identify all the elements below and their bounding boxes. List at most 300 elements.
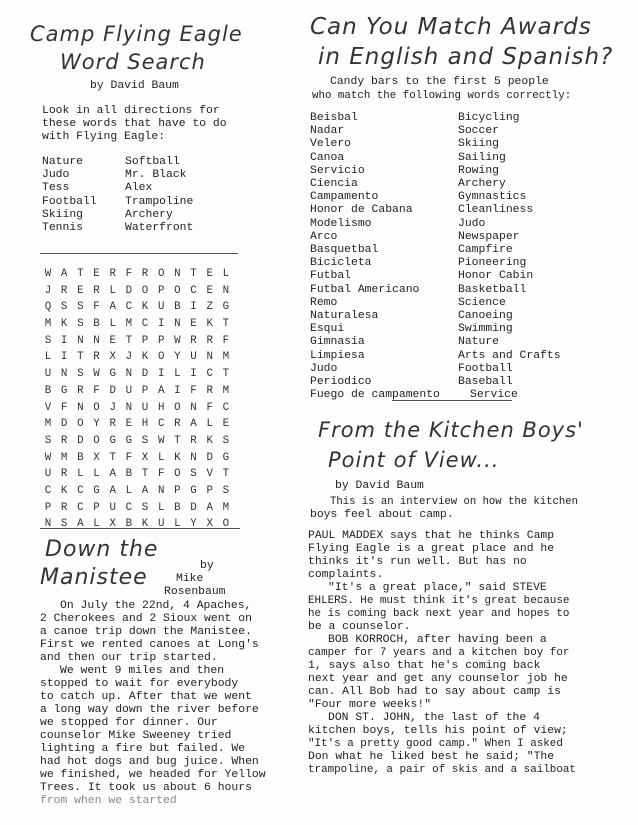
grid-letter: X xyxy=(141,451,149,464)
grid-letter: T xyxy=(174,434,181,447)
awards-intro-line1: Candy bars to the first 5 people xyxy=(330,76,549,88)
awards-english-list xyxy=(458,112,561,402)
grid-letter: W xyxy=(157,434,165,447)
grid-row xyxy=(42,435,232,452)
kitchen-title-line1: From the Kitchen Boys' xyxy=(318,418,584,442)
english-term: Canoeing xyxy=(458,310,513,323)
grid-letter: W xyxy=(93,368,100,381)
grid-letter: S xyxy=(190,468,197,481)
word-item: Archery xyxy=(125,208,173,221)
grid-letter: S xyxy=(60,301,68,314)
spanish-term: Gimnasia xyxy=(310,336,365,349)
grid-letter: M xyxy=(44,418,52,431)
article-line: he is coming back next year and hopes to xyxy=(308,608,570,620)
awards-title-line2: in English and Spanish? xyxy=(318,44,614,70)
grid-letter: C xyxy=(125,501,133,514)
spanish-term: Campamento xyxy=(310,191,379,204)
grid-letter: G xyxy=(109,434,116,447)
english-term: Campfire xyxy=(458,244,513,257)
grid-letter: J xyxy=(125,351,133,364)
grid-letter: R xyxy=(190,334,197,347)
grid-letter: I xyxy=(157,368,165,381)
grid-letter: E xyxy=(93,268,100,280)
english-term: Football xyxy=(458,362,513,375)
word-search-byline: by David Baum xyxy=(90,80,179,92)
article-line: Flying Eagle is a great place and he xyxy=(308,543,555,555)
grid-letter: F xyxy=(206,401,213,414)
article-line: we finished, we headed for Yellow xyxy=(40,769,266,781)
grid-row xyxy=(42,368,232,385)
grid-letter: D xyxy=(206,451,213,464)
grid-letter: I xyxy=(60,351,68,364)
grid-letter: B xyxy=(174,501,181,514)
grid-letter: G xyxy=(109,368,116,381)
spanish-term: Servicio xyxy=(310,164,365,177)
grid-letter: C xyxy=(157,418,165,431)
grid-letter: L xyxy=(93,518,100,531)
grid-letter: X xyxy=(109,351,116,364)
grid-row xyxy=(42,268,232,285)
manistee-author-last: Rosenbaum xyxy=(164,586,226,598)
article-line: we stopped for dinner. Our xyxy=(40,717,218,729)
grid-letter: C xyxy=(190,284,197,297)
grid-row xyxy=(42,418,232,435)
grid-letter: X xyxy=(109,518,116,531)
grid-letter: P xyxy=(157,334,165,347)
awards-intro-line2: who match the following words correctly: xyxy=(312,90,572,102)
grid-letter: N xyxy=(125,401,133,414)
article-line: lighting a fire but failed. We xyxy=(40,743,246,755)
grid-letter: F xyxy=(93,301,100,314)
english-term: Science xyxy=(458,296,506,309)
kitchen-intro-line2: boys feel about camp. xyxy=(310,509,454,521)
grid-letter: I xyxy=(157,318,165,331)
grid-row xyxy=(42,452,232,469)
spanish-term: Velero xyxy=(310,138,352,151)
grid-letter: L xyxy=(222,268,230,280)
word-item: Softball xyxy=(125,156,180,168)
grid-letter: T xyxy=(222,368,230,381)
grid-letter: E xyxy=(206,268,213,280)
article-line: trampoline, a pair of skis and a sailboat xyxy=(308,764,576,776)
spanish-term: Ciencia xyxy=(310,178,358,191)
grid-letter: A xyxy=(60,268,68,280)
manistee-author-first: Mike xyxy=(176,573,204,585)
grid-letter: K xyxy=(174,451,181,464)
grid-row xyxy=(42,485,232,502)
word-item: Waterfront xyxy=(125,222,194,235)
grid-letter: U xyxy=(44,468,52,481)
english-term: Baseball xyxy=(458,376,513,389)
grid-letter: L xyxy=(109,284,116,297)
grid-letter: H xyxy=(157,401,165,414)
english-term: Archery xyxy=(458,178,506,191)
english-term: Service xyxy=(470,389,518,402)
grid-row xyxy=(42,285,232,302)
grid-letter: W xyxy=(44,451,52,464)
article-line: a long way down the river before xyxy=(40,704,259,716)
spanish-term: Beisbal xyxy=(310,112,358,124)
grid-letter: A xyxy=(77,518,84,531)
grid-letter: D xyxy=(125,284,133,297)
grid-letter: L xyxy=(174,368,181,381)
grid-letter: S xyxy=(44,434,52,447)
divider xyxy=(392,400,512,401)
grid-letter: X xyxy=(93,451,100,464)
spanish-term: Honor de Cabana xyxy=(310,204,413,217)
word-item: Nature xyxy=(42,156,84,168)
grid-letter: F xyxy=(222,334,230,347)
grid-letter: M xyxy=(60,451,68,464)
grid-letter: R xyxy=(190,434,197,447)
grid-letter: K xyxy=(60,318,68,331)
article-line: 2 Cherokees and 2 Sioux went on xyxy=(40,613,252,625)
grid-letter: Y xyxy=(174,351,181,364)
grid-letter: M xyxy=(44,318,52,331)
grid-letter: N xyxy=(206,351,213,364)
grid-letter: J xyxy=(109,401,116,414)
spanish-term: Limpiesa xyxy=(310,349,365,362)
word-item: Skiing xyxy=(42,208,84,221)
grid-letter: P xyxy=(93,501,100,514)
grid-letter: R xyxy=(206,334,213,347)
grid-letter: S xyxy=(141,501,149,514)
grid-letter: R xyxy=(109,418,116,431)
grid-letter: D xyxy=(60,418,68,431)
grid-row xyxy=(42,318,232,335)
grid-letter: R xyxy=(93,284,100,297)
grid-row xyxy=(42,351,232,368)
word-search-title-line1: Camp Flying Eagle xyxy=(30,22,243,46)
article-line: thinks it's run well. But has no xyxy=(308,556,527,568)
word-search-intro xyxy=(42,105,227,144)
word-item: Tennis xyxy=(42,222,84,235)
grid-row xyxy=(42,402,232,419)
english-term: Swimming xyxy=(458,323,513,336)
grid-letter: N xyxy=(222,284,230,297)
article-line: had hot dogs and bug juice. When xyxy=(40,756,259,768)
grid-letter: P xyxy=(141,384,149,397)
spanish-term: Canoa xyxy=(310,151,345,164)
grid-letter: G xyxy=(125,434,133,447)
word-item: Judo xyxy=(42,169,70,182)
spanish-term: Modelismo xyxy=(310,217,372,230)
grid-letter: S xyxy=(77,318,84,331)
grid-letter: A xyxy=(109,468,116,481)
grid-letter: D xyxy=(77,434,84,447)
grid-letter: N xyxy=(44,518,52,531)
grid-letter: K xyxy=(141,518,149,531)
grid-letter: L xyxy=(93,468,100,481)
grid-letter: D xyxy=(109,384,116,397)
grid-letter: P xyxy=(157,284,165,297)
grid-letter: S xyxy=(60,518,68,531)
grid-letter: T xyxy=(125,334,133,347)
grid-letter: P xyxy=(44,501,52,514)
grid-letter: C xyxy=(206,368,213,381)
grid-letter: U xyxy=(109,501,116,514)
english-term: Soccer xyxy=(458,125,500,138)
grid-letter: A xyxy=(109,301,116,314)
grid-letter: C xyxy=(222,401,230,414)
grid-letter: U xyxy=(190,351,197,364)
grid-row xyxy=(42,385,232,402)
article-line: BOB KORROCH, after having been a xyxy=(328,634,547,646)
grid-letter: K xyxy=(206,318,213,331)
spanish-term: Periodico xyxy=(310,376,372,389)
grid-letter: A xyxy=(109,484,116,497)
grid-letter: M xyxy=(222,351,230,364)
grid-letter: B xyxy=(93,318,100,331)
grid-letter: V xyxy=(206,468,213,481)
intro-line: Look in all directions for xyxy=(42,105,220,117)
grid-letter: F xyxy=(157,468,165,481)
spanish-term: Bicicleta xyxy=(310,257,372,270)
grid-letter: T xyxy=(109,451,116,464)
grid-letter: G xyxy=(190,484,197,497)
article-line: kitchen boys, tells his point of view; xyxy=(308,725,568,737)
grid-letter: E xyxy=(190,318,197,331)
article-line: EHLERS. He must think it's great because xyxy=(308,595,570,607)
spanish-term: Arco xyxy=(310,230,338,243)
spanish-term: Basquetbal xyxy=(310,244,379,257)
grid-letter: L xyxy=(157,451,165,464)
grid-letter: B xyxy=(77,451,84,464)
grid-letter: J xyxy=(44,284,52,297)
grid-letter: N xyxy=(77,334,84,347)
article-line: be a counselor. xyxy=(308,621,411,633)
grid-letter: R xyxy=(60,434,68,447)
english-term: Arts and Crafts xyxy=(458,349,561,362)
article-line: a canoe trip down the Manistee. xyxy=(40,626,252,638)
word-search-title-line2: Word Search xyxy=(60,50,206,74)
manistee-title-line2: Manistee xyxy=(40,565,148,590)
article-line: On July the 22nd, 4 Apaches, xyxy=(60,600,252,612)
grid-letter: Y xyxy=(93,418,100,431)
grid-letter: R xyxy=(60,284,68,297)
grid-letter: T xyxy=(77,351,84,364)
english-term: Judo xyxy=(458,217,486,230)
grid-letter: L xyxy=(44,351,52,364)
article-line: Trees. It took us about 6 hours xyxy=(40,782,252,794)
grid-letter: K xyxy=(141,301,149,314)
grid-letter: B xyxy=(125,518,133,531)
spanish-term: Esqui xyxy=(310,323,345,336)
english-term: Basketball xyxy=(458,283,527,296)
grid-letter: O xyxy=(77,418,84,431)
article-line: Don what he liked best he said; "The xyxy=(308,751,555,763)
grid-letter: N xyxy=(190,401,197,414)
grid-row xyxy=(42,335,232,352)
grid-letter: R xyxy=(206,384,213,397)
grid-row xyxy=(42,518,232,535)
word-list-col1 xyxy=(42,156,97,235)
grid-letter: K xyxy=(60,484,68,497)
grid-letter: N xyxy=(190,451,197,464)
word-item: Mr. Black xyxy=(125,169,187,182)
spanish-term: Fuego de campamento xyxy=(310,389,440,402)
article-line: next year and get any counselor job he xyxy=(308,673,568,685)
article-line: camper for 7 years and a kitchen boy for xyxy=(308,647,570,659)
grid-letter: C xyxy=(77,484,84,497)
english-term: Pioneering xyxy=(458,257,527,270)
grid-letter: T xyxy=(190,268,197,280)
grid-letter: N xyxy=(77,401,84,414)
grid-letter: K xyxy=(141,351,149,364)
grid-letter: U xyxy=(157,301,165,314)
grid-letter: O xyxy=(141,284,149,297)
kitchen-title-line2: Point of View... xyxy=(328,448,500,472)
grid-letter: S xyxy=(77,301,84,314)
grid-letter: C xyxy=(141,318,149,331)
kitchen-article xyxy=(308,530,633,777)
grid-letter: M xyxy=(125,318,133,331)
manistee-title-line1: Down the xyxy=(45,537,159,562)
grid-letter: A xyxy=(206,501,213,514)
english-term: Sailing xyxy=(458,151,506,164)
article-line: can. All Bob had to say about camp is xyxy=(308,686,561,698)
grid-letter: O xyxy=(174,284,181,297)
grid-letter: E xyxy=(77,284,84,297)
grid-letter: X xyxy=(206,518,213,531)
grid-letter: G xyxy=(93,484,100,497)
grid-letter: M xyxy=(222,501,230,514)
grid-letter: Z xyxy=(206,301,213,314)
grid-row xyxy=(42,468,232,485)
article-line: First we rented canoes at Long's xyxy=(40,639,259,651)
awards-title-line1: Can You Match Awards xyxy=(310,14,592,40)
grid-letter: U xyxy=(125,384,133,397)
grid-letter: R xyxy=(174,418,181,431)
article-line: "Four more weeks!" xyxy=(308,699,432,711)
grid-letter: O xyxy=(157,268,165,280)
grid-letter: H xyxy=(141,418,149,431)
grid-letter: O xyxy=(93,401,100,414)
word-item: Alex xyxy=(125,182,153,195)
grid-row xyxy=(42,502,232,519)
intro-line: with Flying Eagle: xyxy=(42,131,166,143)
grid-letter: L xyxy=(125,484,133,497)
spanish-term: Remo xyxy=(310,296,338,309)
intro-line: these words that have to do xyxy=(42,118,227,130)
grid-letter: Y xyxy=(190,518,197,531)
article-line: PAUL MADDEX says that he thinks Camp xyxy=(308,530,555,542)
article-line: from when we started xyxy=(40,795,177,807)
divider xyxy=(40,528,240,529)
grid-letter: S xyxy=(77,368,84,381)
english-term: Skiing xyxy=(458,138,500,151)
grid-letter: D xyxy=(141,368,149,381)
grid-letter: F xyxy=(125,451,133,464)
grid-letter: I xyxy=(174,384,181,397)
grid-letter: U xyxy=(44,368,52,381)
grid-letter: L xyxy=(174,518,181,531)
grid-letter: F xyxy=(93,384,100,397)
article-line: to catch up. After that we went xyxy=(40,691,252,703)
grid-letter: R xyxy=(141,268,149,280)
grid-letter: N xyxy=(60,368,68,381)
grid-letter: V xyxy=(44,401,52,414)
grid-letter: C xyxy=(125,301,133,314)
grid-letter: K xyxy=(206,434,213,447)
article-line: "It's a pretty good camp." When I asked xyxy=(308,738,563,750)
grid-letter: N xyxy=(93,334,100,347)
grid-letter: O xyxy=(222,518,230,531)
grid-letter: U xyxy=(157,518,165,531)
grid-letter: L xyxy=(206,418,213,431)
grid-letter: P xyxy=(141,334,149,347)
english-term: Rowing xyxy=(458,164,500,177)
grid-letter: S xyxy=(222,484,230,497)
grid-letter: G xyxy=(222,301,230,314)
grid-letter: E xyxy=(125,418,133,431)
grid-letter: A xyxy=(141,484,149,497)
word-item: Football xyxy=(42,195,97,208)
grid-letter: I xyxy=(190,301,197,314)
grid-letter: S xyxy=(222,434,230,447)
article-line: DON ST. JOHN, the last of the 4 xyxy=(328,712,540,724)
article-line: We went 9 miles and then xyxy=(60,665,225,677)
spanish-term: Nadar xyxy=(310,125,345,138)
grid-row xyxy=(42,301,232,318)
grid-letter: N xyxy=(157,484,165,497)
grid-letter: S xyxy=(141,434,149,447)
article-line: stopped to wait for everybody xyxy=(40,678,239,690)
grid-letter: C xyxy=(44,484,52,497)
grid-letter: D xyxy=(190,501,197,514)
grid-letter: F xyxy=(60,401,68,414)
spanish-term: Futbal xyxy=(310,270,352,283)
grid-letter: E xyxy=(109,334,116,347)
manistee-article xyxy=(40,600,290,808)
grid-letter: R xyxy=(60,501,68,514)
manistee-by: by xyxy=(200,560,214,572)
grid-letter: F xyxy=(190,384,197,397)
article-line: complaints. xyxy=(308,569,384,581)
grid-letter: F xyxy=(125,268,133,280)
grid-letter: P xyxy=(206,484,213,497)
grid-letter: U xyxy=(141,401,149,414)
english-term: Newspaper xyxy=(458,230,520,243)
grid-letter: P xyxy=(174,484,181,497)
article-line: counselor Mike Sweeney tried xyxy=(40,730,232,742)
english-term: Nature xyxy=(458,336,500,349)
english-term: Bicycling xyxy=(458,112,520,124)
grid-letter: B xyxy=(174,301,181,314)
word-item: Trampoline xyxy=(125,195,194,208)
spanish-term: Judo xyxy=(310,362,338,375)
grid-letter: O xyxy=(174,468,181,481)
grid-letter: O xyxy=(93,434,100,447)
kitchen-intro-line1: This is an interview on how the kitchen xyxy=(330,496,578,508)
english-term: Honor Cabin xyxy=(458,270,534,283)
article-line: "It's a great place," said STEVE xyxy=(328,582,547,594)
grid-letter: L xyxy=(157,501,165,514)
word-list-col2 xyxy=(125,156,193,235)
grid-letter: G xyxy=(60,384,68,397)
word-search-grid xyxy=(42,268,232,535)
grid-letter: N xyxy=(174,318,181,331)
grid-letter: N xyxy=(174,268,181,280)
grid-letter: L xyxy=(77,468,84,481)
grid-letter: I xyxy=(60,334,68,347)
grid-letter: R xyxy=(109,268,116,280)
grid-letter: W xyxy=(174,334,181,347)
grid-letter: B xyxy=(125,468,133,481)
grid-letter: R xyxy=(93,351,100,364)
kitchen-byline: by David Baum xyxy=(335,480,424,492)
grid-letter: E xyxy=(206,284,213,297)
